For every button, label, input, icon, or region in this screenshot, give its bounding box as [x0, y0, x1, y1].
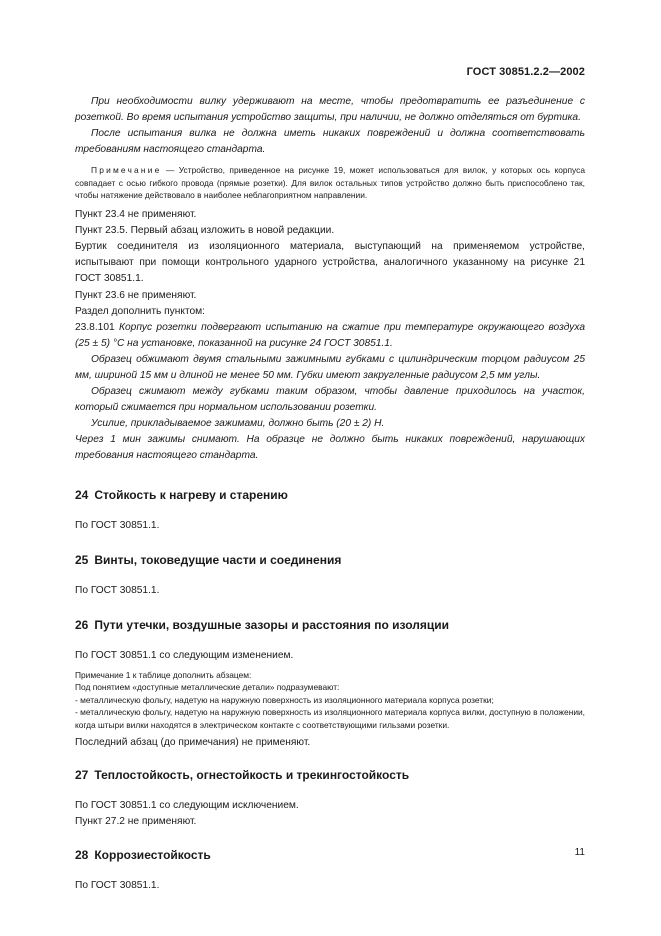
page-number: 11	[574, 847, 585, 858]
paragraph: По ГОСТ 30851.1.	[75, 585, 160, 597]
paragraph: Буртик соединителя из изоляционного материала, выступающий на применяемом устройстве, испытывают при помощи контрольного ударного устройства, аналогичного указанному на рисунке 21 ГОСТ 30851.1.	[75, 240, 585, 285]
paragraph: Пункт 23.4 не применяют.	[75, 208, 197, 220]
note-line: - металлическую фольгу, надетую на наружную поверхность из изоляционного материала корпуса вилки, доступную в положении, когда штыри вилки находятся в электрическом контакте с соответствующими гильзами розетки.	[75, 707, 585, 730]
section-title: Теплостойкость, огнестойкость и трекингостойкость	[94, 768, 410, 783]
section-heading-27	[75, 767, 585, 783]
section-number: 26	[75, 618, 89, 633]
paragraph: Усилие, прикладываемое зажимами, должно быть (20 ± 2) Н.	[91, 417, 385, 429]
paragraph: Образец сжимают между губками таким образом, чтобы давление приходилось на участок, который сжимается при нормальном использовании розетки.	[75, 385, 585, 413]
clause-number: 23.8.101	[75, 321, 119, 333]
section-heading-25	[75, 552, 585, 568]
paragraph: Раздел дополнить пунктом:	[75, 305, 205, 317]
section-heading-26	[75, 617, 585, 633]
note-line: - металлическую фольгу, надетую на наружную поверхность из изоляционного материала корпуса розетки;	[75, 694, 494, 705]
paragraph: Через 1 мин зажимы снимают. На образце не должно быть никаких повреждений, нарушающих требования настоящего стандарта.	[75, 433, 585, 461]
section-number: 28	[75, 847, 89, 862]
paragraph: При необходимости вилку удерживают на месте, чтобы предотвратить ее разъединение с розеткой. Во время испытания устройство защиты, при наличии, не должно отделяться от буртика.	[75, 96, 585, 123]
section-heading-28	[75, 847, 585, 863]
paragraph: По ГОСТ 30851.1 со следующим исключением.	[75, 800, 299, 812]
note-text: — Устройство, приведенное на рисунке 19, может использоваться для вилок, у которых ось корпуса совпадает с осью гибкого провода (прямые розетки). Для вилок остальных типов устройство должно быть приспособлено так, чтобы натяжение действовало в наиболее неблагоприятном направлении.	[75, 165, 585, 200]
section-title: Стойкость к нагреву и старению	[94, 487, 288, 502]
paragraph: Образец обжимают двумя стальными зажимными губками с цилиндрическим торцом радиусом 25 мм, шириной 15 мм и длиной не менее 50 мм. Губки имеют закругленные радиусом 2,5 мм углы.	[75, 353, 585, 381]
section-number: 24	[75, 487, 89, 502]
paragraph: Пункт 23.6 не применяют.	[75, 289, 197, 301]
paragraph: По ГОСТ 30851.1.	[75, 519, 160, 531]
note-label: Примечание	[91, 165, 162, 175]
paragraph: По ГОСТ 30851.1.	[75, 879, 160, 891]
doc-code-header: ГОСТ 30851.2.2—2002	[466, 66, 585, 78]
paragraph	[75, 320, 585, 352]
section-title: Винты, токоведущие части и соединения	[94, 553, 342, 568]
section-title: Пути утечки, воздушные зазоры и расстояния по изоляции	[94, 618, 449, 633]
paragraph: Пункт 23.5. Первый абзац изложить в новой редакции.	[75, 224, 335, 236]
paragraph: Пункт 27.2 не применяют.	[75, 816, 197, 828]
note-line: Под понятием «доступные металлические детали» подразумевают:	[75, 682, 340, 693]
section-number: 25	[75, 553, 89, 568]
section-number: 27	[75, 768, 89, 783]
note	[75, 164, 585, 202]
paragraph: После испытания вилка не должна иметь никаких повреждений и должна соответствовать требованиям настоящего стандарта.	[75, 128, 585, 155]
paragraph: Последний абзац (до примечания) не применяют.	[75, 737, 311, 749]
document-body	[75, 94, 585, 894]
note-line: Примечание 1 к таблице дополнить абзацем:	[75, 669, 252, 680]
section-heading-24	[75, 487, 585, 503]
section-title: Коррозиестойкость	[94, 847, 211, 862]
paragraph: По ГОСТ 30851.1 со следующим изменением.	[75, 650, 294, 662]
clause-text: Корпус розетки подвергают испытанию на сжатие при температуре окружающего воздуха (25 ± 5) °С на установке, показанной на рисунке 24 ГОСТ 30851.1.	[75, 321, 585, 349]
